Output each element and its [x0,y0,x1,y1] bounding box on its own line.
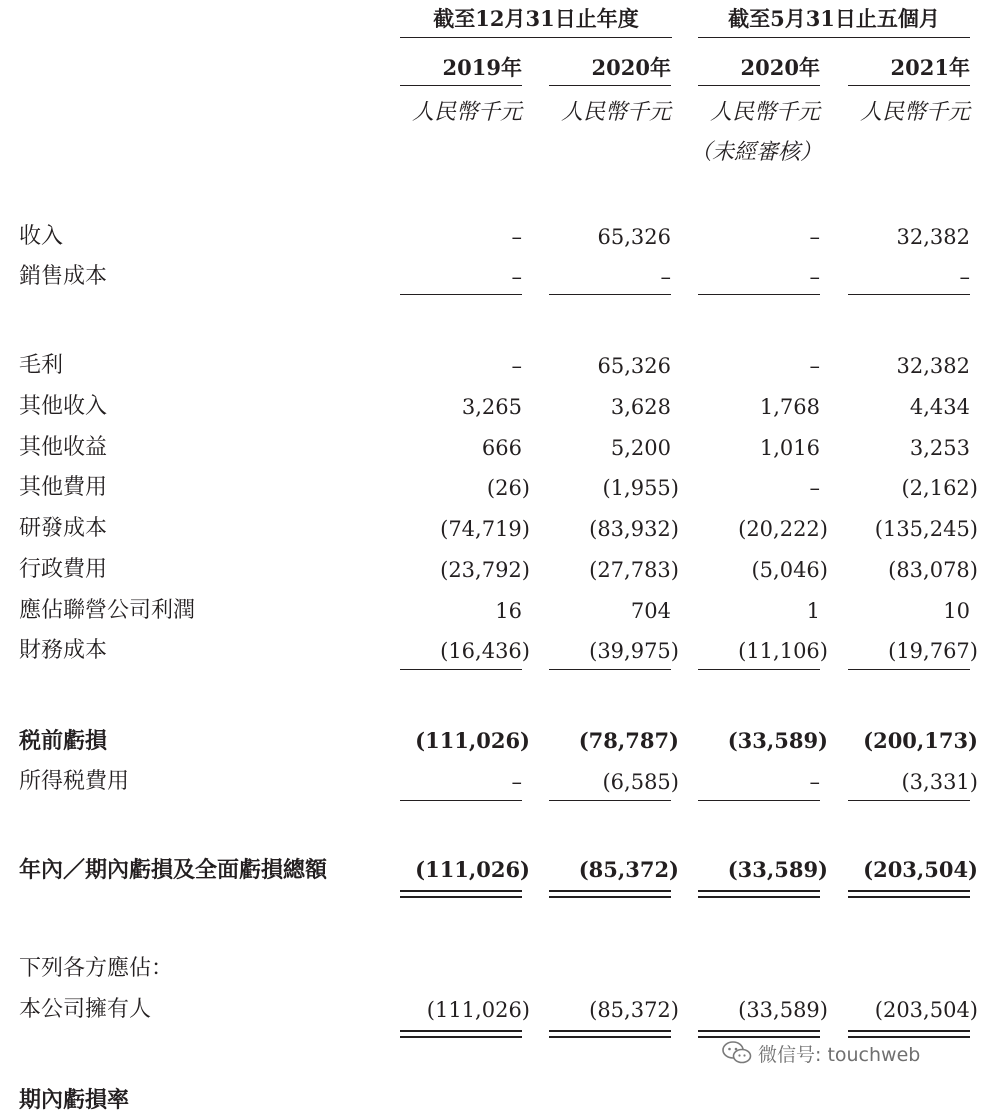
row-label-revenue: 收入 [19,224,64,249]
row-label-income-tax: 所得税費用 [19,769,130,794]
value-total-loss-2020-period: (33,589) [727,857,828,882]
header-group-five-months: 截至5月31日止五個月 [728,6,940,31]
value-share-of-associates-2019: 16 [495,599,522,623]
row-label-attributable-to: 下列各方應佔： [19,956,174,981]
value-loss-before-tax-2019: (111,026) [415,728,530,753]
value-other-gains-2021: 3,253 [909,436,970,460]
value-gross-profit-2021: 32,382 [896,354,970,378]
value-other-expenses-2020: (1,955) [602,476,679,500]
value-owners-2020: (85,372) [589,998,679,1022]
value-admin-expenses-2020-period: (5,046) [751,558,828,582]
finance-costs-rule-2 [549,669,671,670]
value-share-of-associates-2020: 704 [630,599,671,623]
value-income-tax-2020-period: – [809,770,820,794]
row-label-owners-of-company: 本公司擁有人 [19,997,152,1022]
value-owners-2019: (111,026) [426,998,530,1022]
header-group2-rule [698,37,970,38]
value-owners-2020-period: (33,589) [738,998,828,1022]
value-other-income-2020: 3,628 [610,395,671,419]
value-total-loss-2021: (203,504) [863,857,978,882]
column-unaudited-note: （未經審核） [689,140,822,165]
value-revenue-2020-period: – [809,225,820,249]
value-gross-profit-2020: 65,326 [597,354,671,378]
row-label-admin-expenses: 行政費用 [19,557,108,582]
row-label-other-income: 其他收入 [19,394,108,419]
row-label-other-gains: 其他收益 [19,435,108,460]
value-other-expenses-2021: (2,162) [901,476,978,500]
column-unit-2: 人民幣千元 [560,100,671,125]
column-rule-3 [698,85,820,86]
value-rd-costs-2019: (74,719) [440,517,530,541]
finance-costs-rule-3 [698,669,820,670]
row-label-rd-costs: 研發成本 [19,516,108,541]
column-year-2020-period: 2020年 [740,55,820,80]
value-rd-costs-2020-period: (20,222) [738,517,828,541]
column-year-2021: 2021年 [890,55,970,80]
value-income-tax-2021: (3,331) [901,770,978,794]
value-cost-of-sales-2019: – [400,263,522,295]
value-income-tax-2019: – [511,770,522,794]
watermark-text: 微信号: touchweb [758,1043,921,1066]
wechat-watermark [722,1038,920,1068]
income-tax-rule-3 [698,800,820,801]
value-other-gains-2020: 5,200 [610,436,671,460]
value-share-of-associates-2021: 10 [943,599,970,623]
value-finance-costs-2019: (16,436) [440,639,530,663]
value-other-expenses-2020-period: – [809,476,820,500]
value-cost-of-sales-2020: – [549,263,671,295]
value-total-loss-2019: (111,026) [415,857,530,882]
cutoff-next-section-heading: 期內虧損率 [19,1087,130,1113]
value-loss-before-tax-2021: (200,173) [863,728,978,753]
row-label-share-of-associates: 應佔聯營公司利潤 [19,598,196,623]
column-unit-4: 人民幣千元 [859,100,970,125]
value-loss-before-tax-2020: (78,787) [578,728,679,753]
value-rd-costs-2020: (83,932) [589,517,679,541]
income-tax-rule-4 [848,800,970,801]
value-admin-expenses-2020: (27,783) [589,558,679,582]
row-label-loss-before-tax: 税前虧損 [19,728,108,754]
header-group1-rule [400,37,672,38]
income-tax-rule-1 [400,800,522,801]
row-label-cost-of-sales: 銷售成本 [19,264,108,289]
row-label-gross-profit: 毛利 [19,353,64,378]
value-total-loss-2020: (85,372) [578,857,679,882]
row-label-total-comprehensive-loss: 年內／期內虧損及全面虧損總額 [19,857,328,883]
column-unit-1: 人民幣千元 [411,100,522,125]
value-other-gains-2020-period: 1,016 [759,436,820,460]
finance-costs-rule-1 [400,669,522,670]
value-other-income-2019: 3,265 [461,395,522,419]
value-income-tax-2020: (6,585) [602,770,679,794]
value-share-of-associates-2020-period: 1 [806,599,820,623]
value-other-gains-2019: 666 [481,436,522,460]
value-revenue-2019: – [511,225,522,249]
value-gross-profit-2019: – [511,354,522,378]
value-cost-of-sales-2020-period: – [698,263,820,295]
value-revenue-2020: 65,326 [597,225,671,249]
column-year-2019: 2019年 [442,55,522,80]
value-cost-of-sales-2021: – [848,263,970,295]
value-other-income-2020-period: 1,768 [759,395,820,419]
row-label-other-expenses: 其他費用 [19,475,108,500]
value-revenue-2021: 32,382 [896,225,970,249]
row-label-finance-costs: 財務成本 [19,638,108,663]
value-owners-2021: (203,504) [874,998,978,1022]
wechat-icon [722,1040,752,1066]
value-admin-expenses-2019: (23,792) [440,558,530,582]
finance-costs-rule-4 [848,669,970,670]
header-group-year-ended: 截至12月31日止年度 [433,6,639,31]
value-finance-costs-2021: (19,767) [888,639,978,663]
column-year-2020: 2020年 [591,55,671,80]
value-finance-costs-2020-period: (11,106) [738,639,828,663]
column-rule-2 [549,85,671,86]
income-tax-rule-2 [549,800,671,801]
value-other-expenses-2019: (26) [486,476,530,500]
value-rd-costs-2021: (135,245) [874,517,978,541]
column-rule-4 [848,85,970,86]
column-rule-1 [400,85,522,86]
value-gross-profit-2020-period: – [809,354,820,378]
value-admin-expenses-2021: (83,078) [888,558,978,582]
value-finance-costs-2020: (39,975) [589,639,679,663]
column-unit-3: 人民幣千元 [709,100,820,125]
value-other-income-2021: 4,434 [909,395,970,419]
value-loss-before-tax-2020-period: (33,589) [727,728,828,753]
